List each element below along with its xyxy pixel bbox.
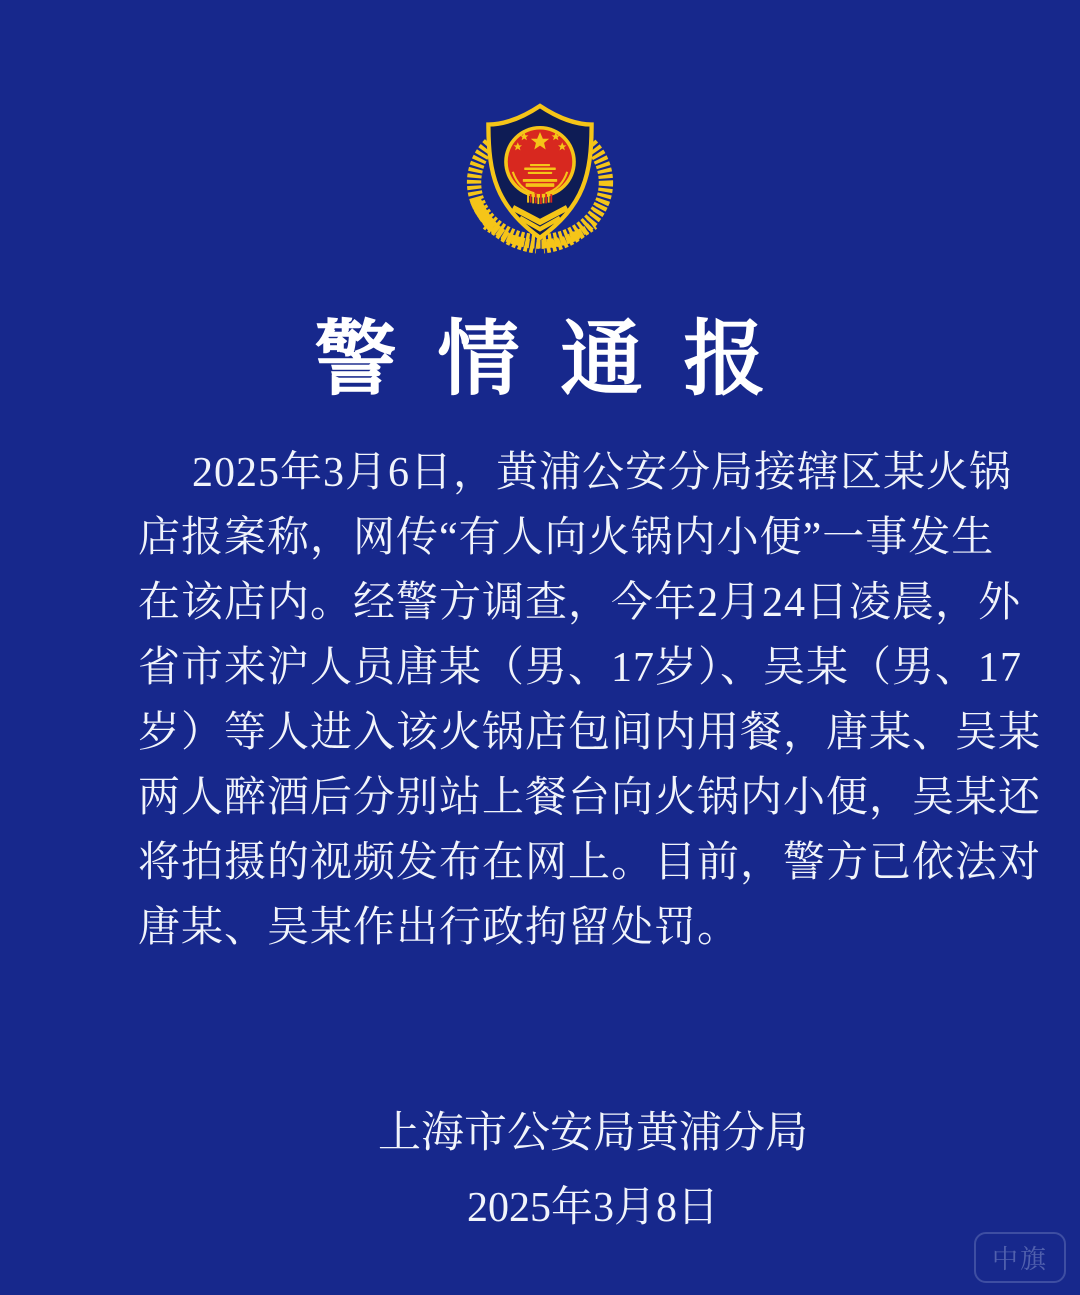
issue-date: 2025年3月8日 bbox=[466, 1185, 719, 1232]
body-line: 唐某、吴某作出行政拘留处罚。 bbox=[138, 905, 741, 952]
body-line: 在该店内。经警方调查，今年2月24日凌晨，外 bbox=[138, 580, 1022, 627]
police-badge-icon bbox=[461, 93, 619, 265]
body-line: 将拍摄的视频发布在网上。目前，警方已依法对 bbox=[138, 840, 1042, 887]
body-line: 两人醉酒后分别站上餐台向火锅内小便，吴某还 bbox=[138, 775, 1042, 822]
body-line: 店报案称，网传“有人向火锅内小便”一事发生 bbox=[138, 515, 995, 562]
body-line: 省市来沪人员唐某（男、17岁）、吴某（男、17 bbox=[138, 645, 1023, 692]
body-line: 2025年3月6日，黄浦公安分局接辖区某火锅 bbox=[192, 450, 1013, 497]
emblem-container bbox=[0, 0, 1080, 265]
notice-body bbox=[138, 441, 1042, 961]
body-line: 岁）等人进入该火锅店包间内用餐，唐某、吴某 bbox=[138, 710, 1042, 757]
notice-title: 警情通报 bbox=[314, 314, 807, 405]
signature-block bbox=[53, 1111, 1080, 1231]
issuing-agency: 上海市公安局黄浦分局 bbox=[378, 1110, 808, 1158]
watermark-badge: 中旗 bbox=[974, 1232, 1066, 1283]
